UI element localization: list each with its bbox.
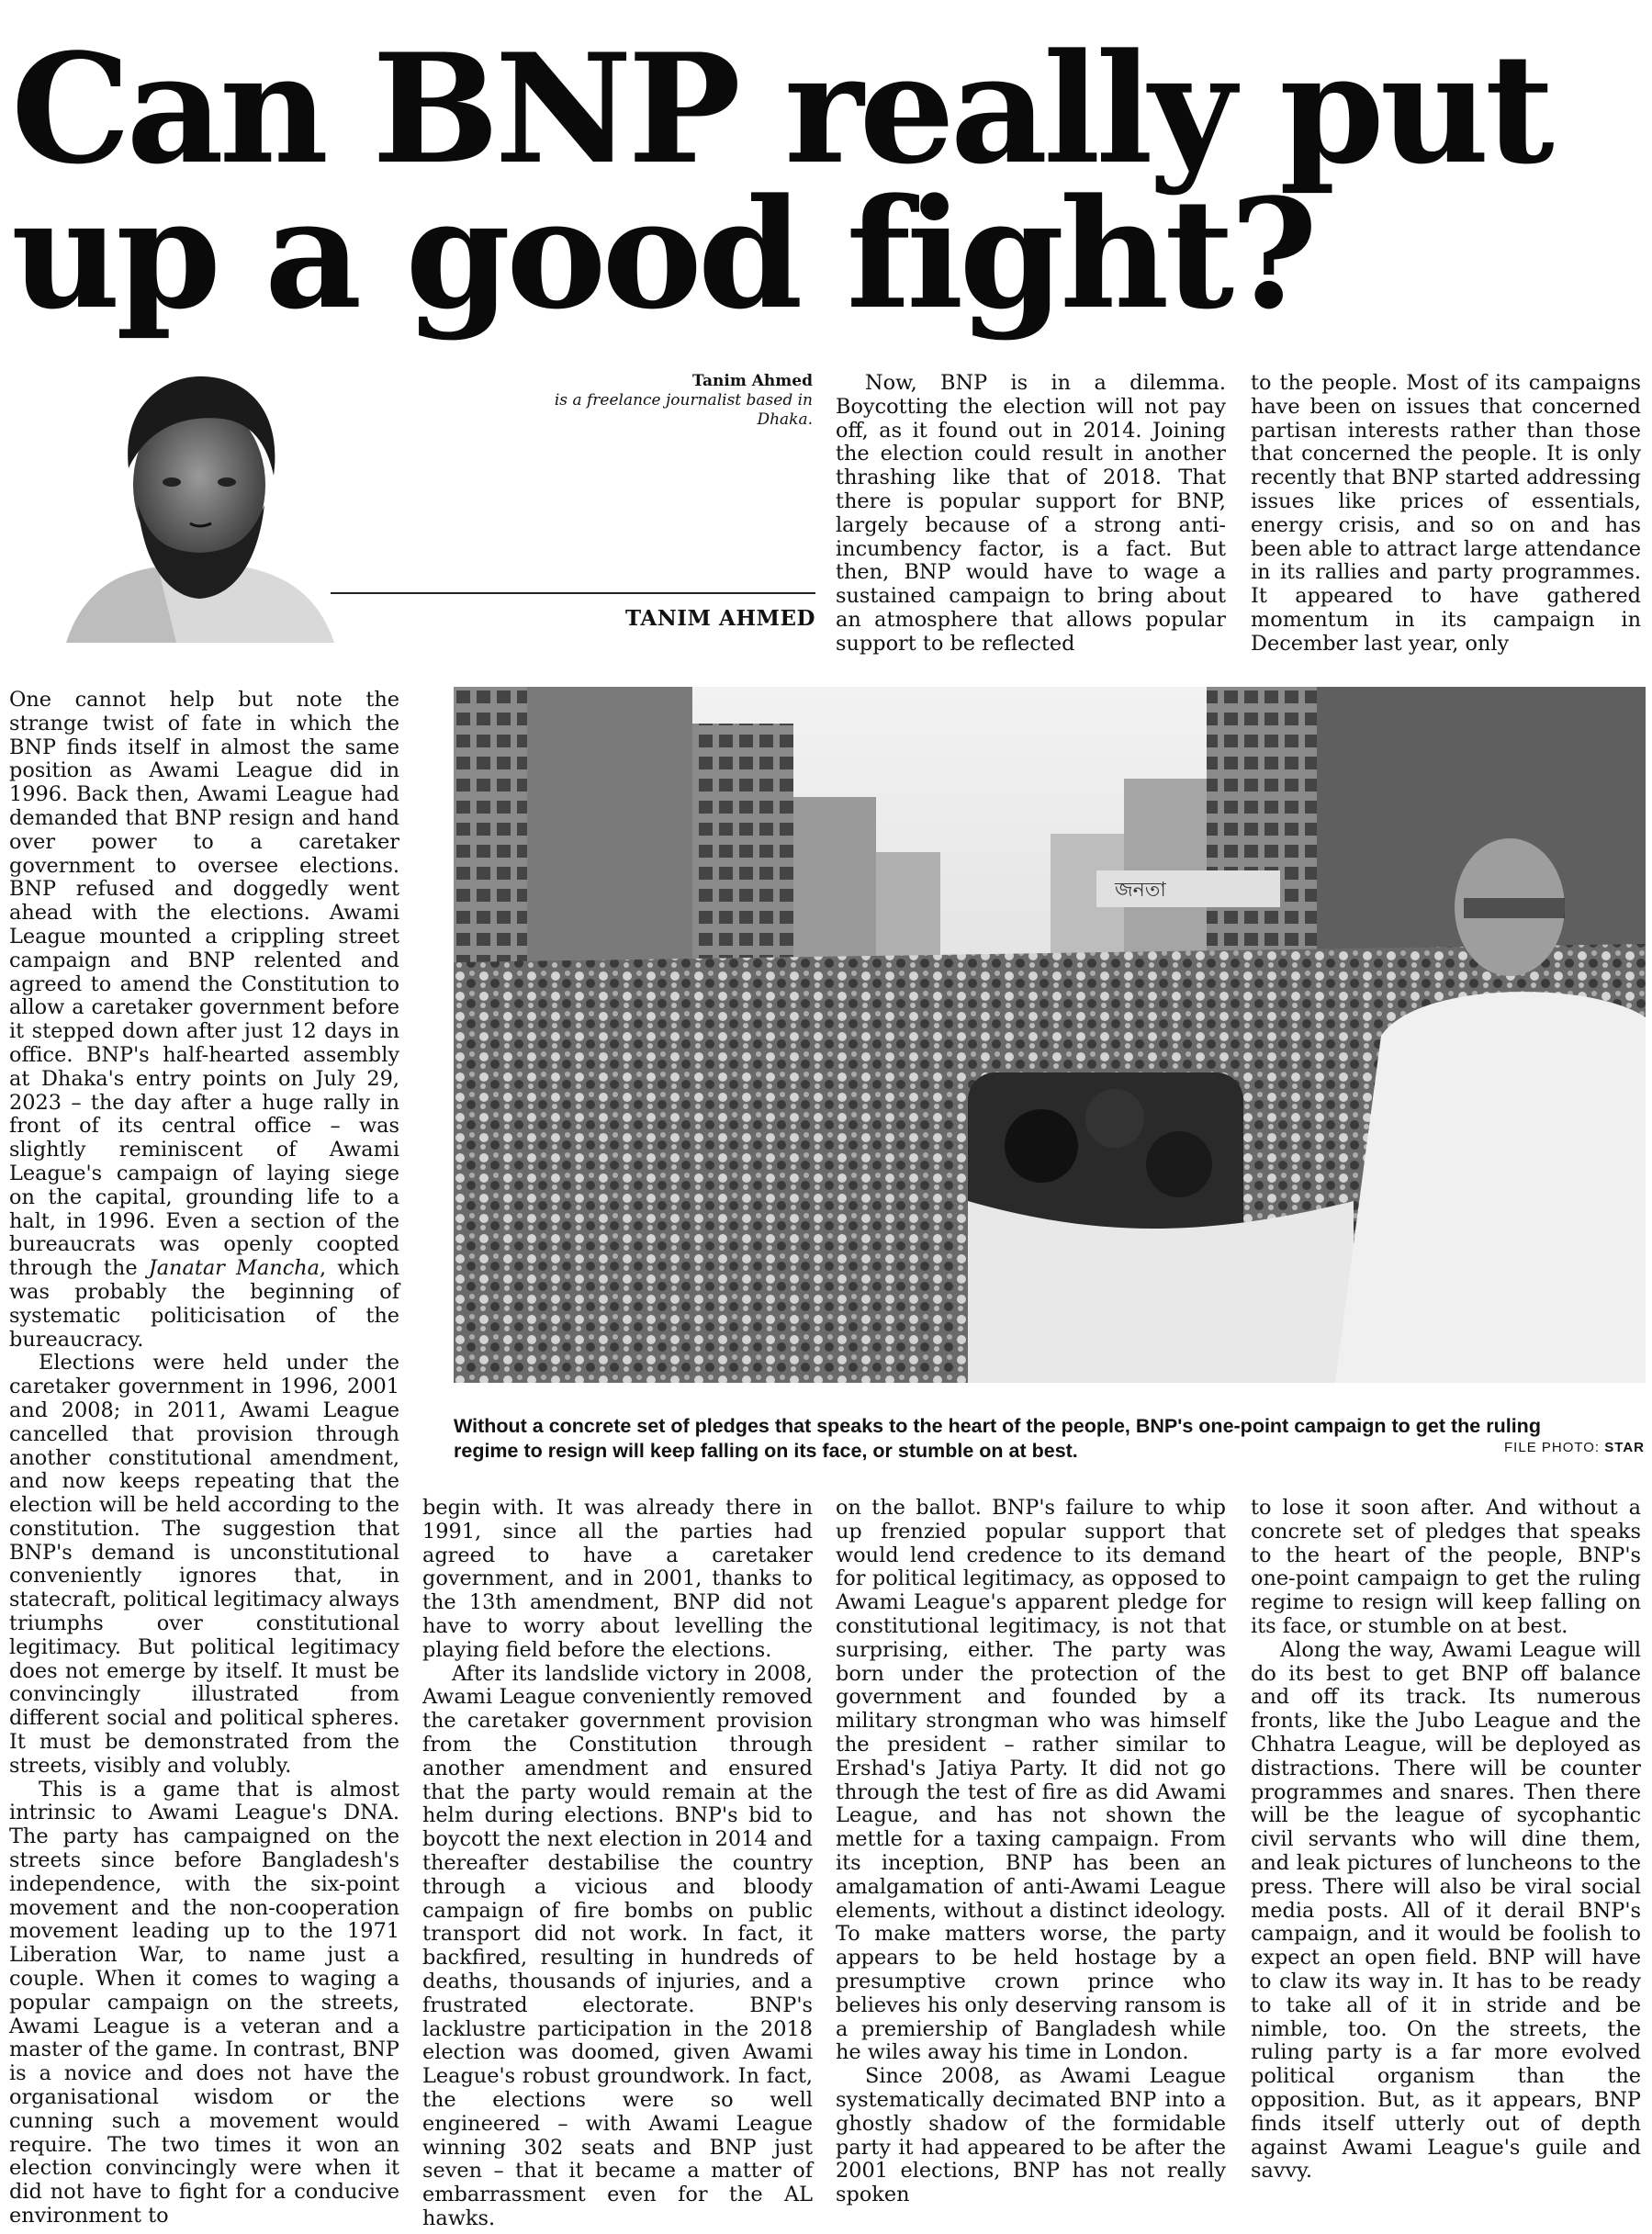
author-portrait-icon <box>48 367 351 643</box>
bottom-column-3 <box>836 1497 1226 2231</box>
rally-crowd-photo <box>454 687 1646 1383</box>
author-name: Tanim Ahmed <box>691 372 813 390</box>
bottom-column-4 <box>1251 1497 1641 2231</box>
text-run: One cannot help but note the strange twist of fate in which the BNP finds itself in almost the same position as Awami League did in 1996. Back then, Awami League had demanded that BNP resign and hand over power to a caretaker government to oversee elections. BNP refused and doggedly went ahead with the elections. Awami League mounted a crippling street campaign and BNP relented and agreed to amend the Constitution to allow a caretaker government before it stepped down after just 12 days in office. BNP's half-hearted assembly at Dhaka's entry points on July 29, 2023 – the day after a huge rally in front of its central office – was slightly reminiscent of Awami League's campaign of laying siege on the capital, grounding life to a halt, in 1996. Even a section of the bureaucrats was openly coopted through the <box>9 688 399 1281</box>
bottom-column-2 <box>422 1497 813 2231</box>
paragraph: to lose it soon after. And without a concrete set of pledges that speaks to the heart of the people, BNP's one-point campaign to get the ruling regime to resign will keep falling on its face, or stumble on at best. <box>1251 1496 1641 1638</box>
paragraph: begin with. It was already there in 1991, since all the parties had agreed to have a caretaker government, and in 2001, thanks to the 13th amendment, BNP did not have to worry about levelling the playing field before the elections. <box>422 1496 813 1662</box>
paragraph: Now, BNP is in a dilemma. Boycotting the election will not pay off, as it found out in 2014. Joining the election could result in another thrashing like that of 2018. That there is popular support for BNP, largely because of a strong anti-incumbency factor, is a fact. But then, BNP would have to wage a sustained campaign to bring about an atmosphere that allows popular support to be reflected <box>836 371 1226 656</box>
text-run: , which was probably the beginning of systematic politicisation of the bureaucracy. <box>9 1256 399 1352</box>
left-column <box>9 689 399 2231</box>
paragraph: Since 2008, as Awami League systematically decimated BNP into a ghostly shadow of the formidable party it had appeared to be after the 2001 elections, BNP has not really spoken <box>836 2064 1226 2207</box>
paragraph: This is a game that is almost intrinsic to Awami League's DNA. The party has campaigned on the streets since before Bangladesh's independence, with the six-point movement and the non-cooperation movement leading up to the 1971 Liberation War, to name just a couple. When it comes to waging a popular campaign on the streets, Awami League is a veteran and a master of the game. In contrast, BNP is a novice and does not have the organisational wisdom or the cunning such a movement would require. The two times it won an election convincingly were when it did not have to fight for a conducive environment to <box>9 1777 399 2228</box>
italic-text: Janatar Mancha <box>148 1256 320 1281</box>
paragraph <box>9 689 399 1352</box>
photo-caption: Without a concrete set of pledges that speaks to the heart of the people, BNP's one-point campaign to get the ruling regime to resign will keep falling on its face, or stumble on at best. <box>454 1415 1541 1462</box>
paragraph: Elections were held under the caretaker government in 1996, 2001 and 2008; in 2011, Awami League cancelled that provision through another constitutional amendment, and now keeps repeating that the election will be held according to the constitution. The suggestion that BNP's demand is unconstitutional conveniently ignores that, in statecraft, political legitimacy always triumphs over constitutional legitimacy. But political legitimacy does not emerge by itself. It must be convincingly illustrated from different social and political spheres. It must be demonstrated from the streets, visibly and volubly. <box>9 1351 399 1778</box>
top-column-2 <box>1251 372 1641 657</box>
credit-prefix: FILE PHOTO: <box>1504 1440 1601 1455</box>
paragraph: to the people. Most of its campaigns have been on issues that concerned partisan interests rather than those that concerned the people. It is only recently that BNP started addressing issues like prices of essentials, energy crisis, and so on and has been able to attract large attendance in its rallies and party programmes. It appeared to have gathered momentum in its campaign in December last year, only <box>1251 371 1641 656</box>
byline-rule <box>331 592 815 594</box>
headline: Can BNP really put up a good fight? <box>11 20 1550 342</box>
rally-crowd-photo-icon <box>454 687 1646 1383</box>
credit-source: STAR <box>1604 1440 1645 1455</box>
author-byline: TANIM AHMED <box>625 606 815 631</box>
paragraph: on the ballot. BNP's failure to whip up frenzied popular support that would lend credence to its demand for political legitimacy, as opposed to Awami League's apparent pledge for constitutional legitimacy, is not that surprising, either. The party was born under the protection of the government and founded by a military strongman who was himself the president – rather similar to Ershad's Jatiya Party. It did not go through the test of fire as did Awami League, and has not shown the mettle for a taxing campaign. From its inception, BNP has been an amalgamation of anti-Awami League elements, without a distinct ideology. To make matters worse, the party appears to be held hostage by a presumptive crown prince who believes his only deserving ransom is a premiership of Bangladesh while he wiles away his time in London. <box>836 1496 1226 2065</box>
paragraph: Along the way, Awami League will do its best to get BNP off balance and off its track. Its numerous fronts, like the Jubo League and the Chhatra League, will be deployed as distractions. There will be counter programmes and snares. Then there will be the league of sycophantic civil servants who will dine them, and leak pictures of luncheons to the press. There will also be viral social media posts. All of it derail BNP's campaign, and it would be foolish to expect an open field. BNP will have to claw its way in. It has to be ready to take all of it in stride and be nimble, too. On the streets, the ruling party is a far more evolved political organism than the opposition. But, as it appears, BNP finds itself utterly out of depth against Awami League's guile and savvy. <box>1251 1637 1641 2183</box>
author-bio <box>514 372 813 430</box>
photo-credit <box>1504 1440 1645 1455</box>
author-description: is a freelance journalist based in Dhaka. <box>554 391 813 429</box>
street-sign-text: জনতা <box>1115 879 1166 902</box>
top-column-1 <box>836 372 1226 657</box>
paragraph: After its landslide victory in 2008, Awami League conveniently removed the caretaker government provision from the Constitution through another amendment and ensured that the party would remain at the helm during elections. BNP's bid to boycott the next election in 2014 and thereafter destabilise the country through a vicious and bloody campaign of fire bombs on public transport did not work. In fact, it backfired, resulting in hundreds of deaths, thousands of injuries, and a frustrated electorate. BNP's lacklustre participation in the 2018 election was doomed, given Awami League's robust groundwork. In fact, the elections were so well engineered – with Awami League winning 302 seats and BNP just seven – that it became a matter of embarrassment even for the AL hawks. <box>422 1661 813 2230</box>
